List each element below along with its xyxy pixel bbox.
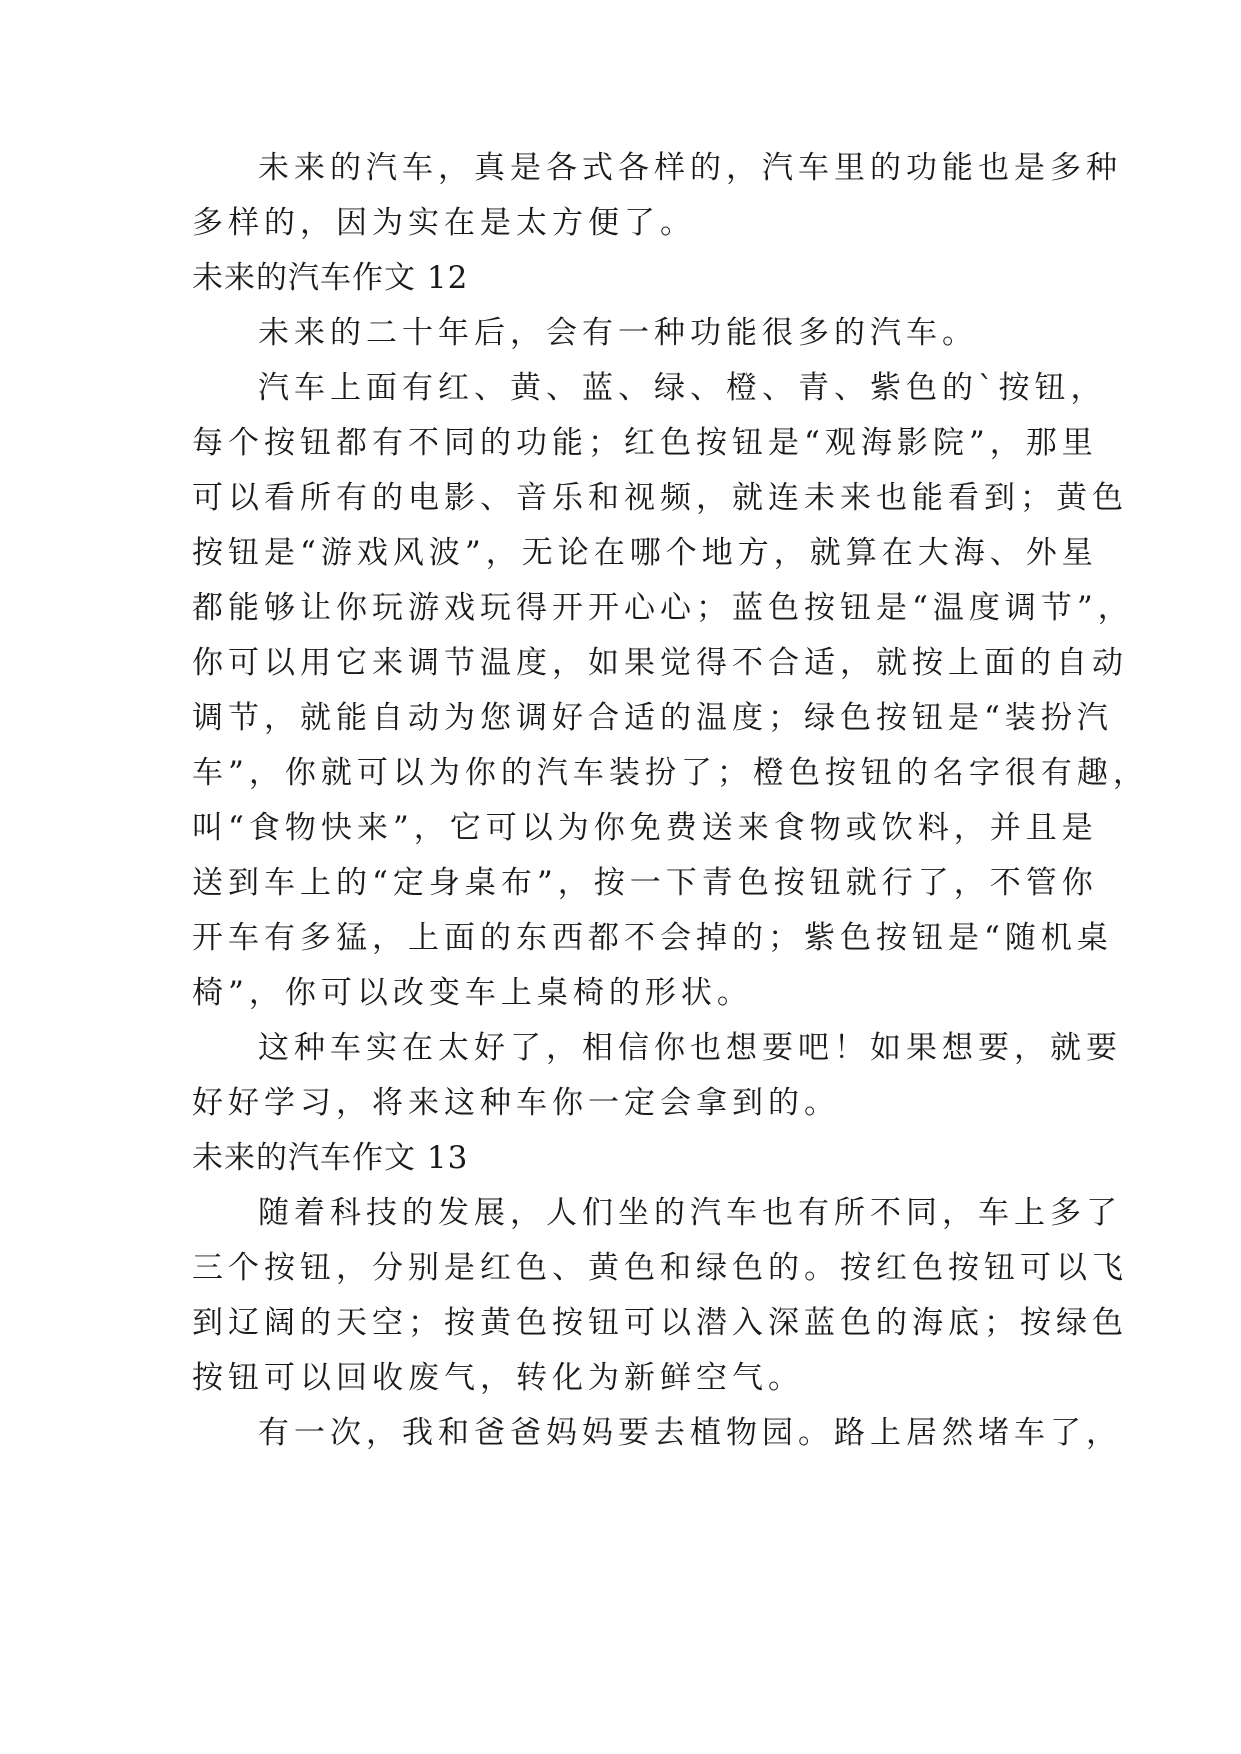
paragraph-line: 未来的二十年后，会有一种功能很多的汽车。 [258, 315, 978, 351]
paragraph-line: 都能够让你玩游戏玩得开开心心；蓝色按钮是“温度调节”， [192, 590, 1134, 626]
paragraph-line: 多样的，因为实在是太方便了。 [192, 205, 696, 241]
paragraph-line: 好好学习，将来这种车你一定会拿到的。 [192, 1085, 840, 1121]
paragraph-line: 按钮可以回收废气，转化为新鲜空气。 [192, 1360, 804, 1396]
paragraph-line: 调节，就能自动为您调好合适的温度；绿色按钮是“装扮汽 [192, 700, 1113, 736]
paragraph-line: 按钮是“游戏风波”，无论在哪个地方，就算在大海、外星 [192, 535, 1098, 571]
section-heading: 未来的汽车作文 12 [192, 260, 469, 296]
paragraph-line: 未来的汽车，真是各式各样的，汽车里的功能也是多种 [258, 150, 1122, 186]
paragraph-line: 三个按钮，分别是红色、黄色和绿色的。按红色按钮可以飞 [192, 1250, 1128, 1286]
paragraph-line: 这种车实在太好了，相信你也想要吧！如果想要，就要 [258, 1030, 1122, 1066]
paragraph-line: 随着科技的发展，人们坐的汽车也有所不同，车上多了 [258, 1195, 1122, 1231]
paragraph-line: 有一次，我和爸爸妈妈要去植物园。路上居然堵车了， [258, 1415, 1122, 1451]
paragraph-line: 叫“食物快来”，它可以为你免费送来食物或饮料，并且是 [192, 810, 1098, 846]
paragraph-line: 可以看所有的电影、音乐和视频，就连未来也能看到；黄色 [192, 480, 1128, 516]
paragraph-line: 开车有多猛，上面的东西都不会掉的；紫色按钮是“随机桌 [192, 920, 1113, 956]
paragraph-line: 送到车上的“定身桌布”，按一下青色按钮就行了，不管你 [192, 865, 1098, 901]
paragraph-line: 车”，你就可以为你的汽车装扮了；橙色按钮的名字很有趣， [192, 755, 1149, 791]
section-heading: 未来的汽车作文 13 [192, 1140, 469, 1176]
paragraph-line: 椅”，你可以改变车上桌椅的形状。 [192, 975, 753, 1011]
paragraph-line: 你可以用它来调节温度，如果觉得不合适，就按上面的自动 [192, 645, 1128, 681]
paragraph-line: 每个按钮都有不同的功能；红色按钮是“观海影院”，那里 [192, 425, 1098, 461]
paragraph-line: 汽车上面有红、黄、蓝、绿、橙、青、紫色的`按钮， [258, 370, 1107, 406]
paragraph-line: 到辽阔的天空；按黄色按钮可以潜入深蓝色的海底；按绿色 [192, 1305, 1128, 1341]
